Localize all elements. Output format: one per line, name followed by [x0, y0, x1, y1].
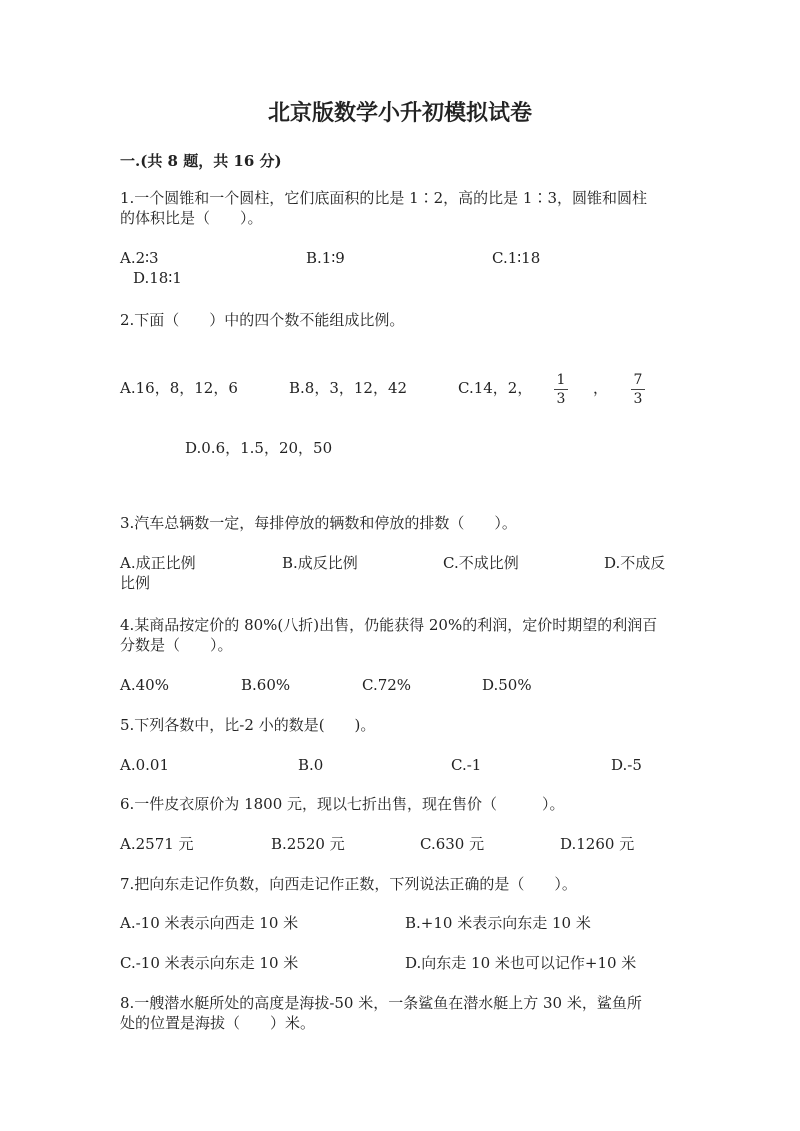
question-4-option-c[interactable]: C.72%: [362, 676, 412, 694]
question-1-option-a[interactable]: A.2∶3: [120, 249, 159, 267]
question-2-option-b[interactable]: B.8，3，12，42: [289, 379, 408, 397]
question-7-option-c[interactable]: C.-10 米表示向东走 10 米: [120, 954, 299, 972]
fraction-bar: [631, 389, 645, 390]
page-title: 北京版数学小升初模拟试卷: [267, 100, 532, 126]
question-3-option-d-wrap: 比例: [120, 574, 151, 592]
question-5-option-d[interactable]: D.-5: [611, 756, 642, 774]
question-4-line-2: 分数是（ ）。: [120, 636, 233, 654]
question-6-option-b[interactable]: B.2520 元: [271, 835, 345, 853]
fraction-numerator: 1: [556, 372, 566, 388]
question-1-line-2: 的体积比是（ ）。: [120, 209, 263, 227]
question-4-line-1: 4.某商品按定价的 80%(八折)出售，仍能获得 20%的利润，定价时期望的利润百: [120, 616, 658, 634]
question-3-option-b[interactable]: B.成反比例: [282, 554, 358, 572]
fraction-numerator: 7: [633, 372, 643, 388]
fraction-seven-thirds: [628, 372, 648, 407]
question-3-line-1: 3.汽车总辆数一定，每排停放的辆数和停放的排数（ ）。: [120, 514, 517, 532]
question-5-option-c[interactable]: C.-1: [451, 756, 482, 774]
question-8-line-1: 8.一艘潜水艇所处的高度是海拔-50 米，一条鲨鱼在潜水艇上方 30 米，鲨鱼所: [120, 994, 642, 1012]
question-4-option-a[interactable]: A.40%: [120, 676, 169, 694]
question-1-option-b[interactable]: B.1∶9: [306, 249, 345, 267]
fraction-one-third: [551, 372, 571, 407]
question-6-option-a[interactable]: A.2571 元: [120, 835, 194, 853]
question-7-option-a[interactable]: A.-10 米表示向西走 10 米: [120, 914, 299, 932]
question-5-option-b[interactable]: B.0: [298, 756, 324, 774]
question-2-line-1: 2.下面（ ）中的四个数不能组成比例。: [120, 311, 405, 329]
fraction-denominator: 3: [556, 391, 566, 407]
question-3-option-d[interactable]: D.不成反: [604, 554, 666, 572]
question-1-line-1: 1.一个圆锥和一个圆柱，它们底面积的比是 1∶2，高的比是 1∶3，圆锥和圆柱: [120, 189, 648, 207]
question-2-option-c[interactable]: C.14，2，: [458, 379, 533, 397]
question-3-option-a[interactable]: A.成正比例: [120, 554, 196, 572]
question-4-option-d[interactable]: D.50%: [482, 676, 532, 694]
question-8-line-2: 处的位置是海拔（ ）米。: [120, 1014, 316, 1032]
section-heading: 一.(共 8 题，共 16 分): [120, 152, 282, 170]
question-2-option-d[interactable]: D.0.6，1.5，20，50: [185, 439, 333, 457]
question-7-line-1: 7.把向东走记作负数，向西走记作正数，下列说法正确的是（ ）。: [120, 875, 577, 893]
question-6-option-d[interactable]: D.1260 元: [560, 835, 635, 853]
question-7-option-b[interactable]: B.+10 米表示向东走 10 米: [405, 914, 591, 932]
question-1-option-d[interactable]: D.18∶1: [133, 269, 182, 287]
question-6-line-1: 6.一件皮衣原价为 1800 元，现以七折出售，现在售价（ ）。: [120, 795, 565, 813]
question-6-option-c[interactable]: C.630 元: [420, 835, 485, 853]
question-3-option-c[interactable]: C.不成比例: [443, 554, 519, 572]
fraction-bar: [554, 389, 568, 390]
fraction-denominator: 3: [633, 391, 643, 407]
fraction-separator: ，: [593, 379, 609, 397]
question-4-option-b[interactable]: B.60%: [241, 676, 291, 694]
question-7-option-d[interactable]: D.向东走 10 米也可以记作+10 米: [405, 954, 637, 972]
question-5-option-a[interactable]: A.0.01: [120, 756, 169, 774]
question-2-option-a[interactable]: A.16，8，12，6: [120, 379, 238, 397]
question-5-line-1: 5.下列各数中，比-2 小的数是( )。: [120, 716, 376, 734]
question-1-option-c[interactable]: C.1∶18: [492, 249, 541, 267]
